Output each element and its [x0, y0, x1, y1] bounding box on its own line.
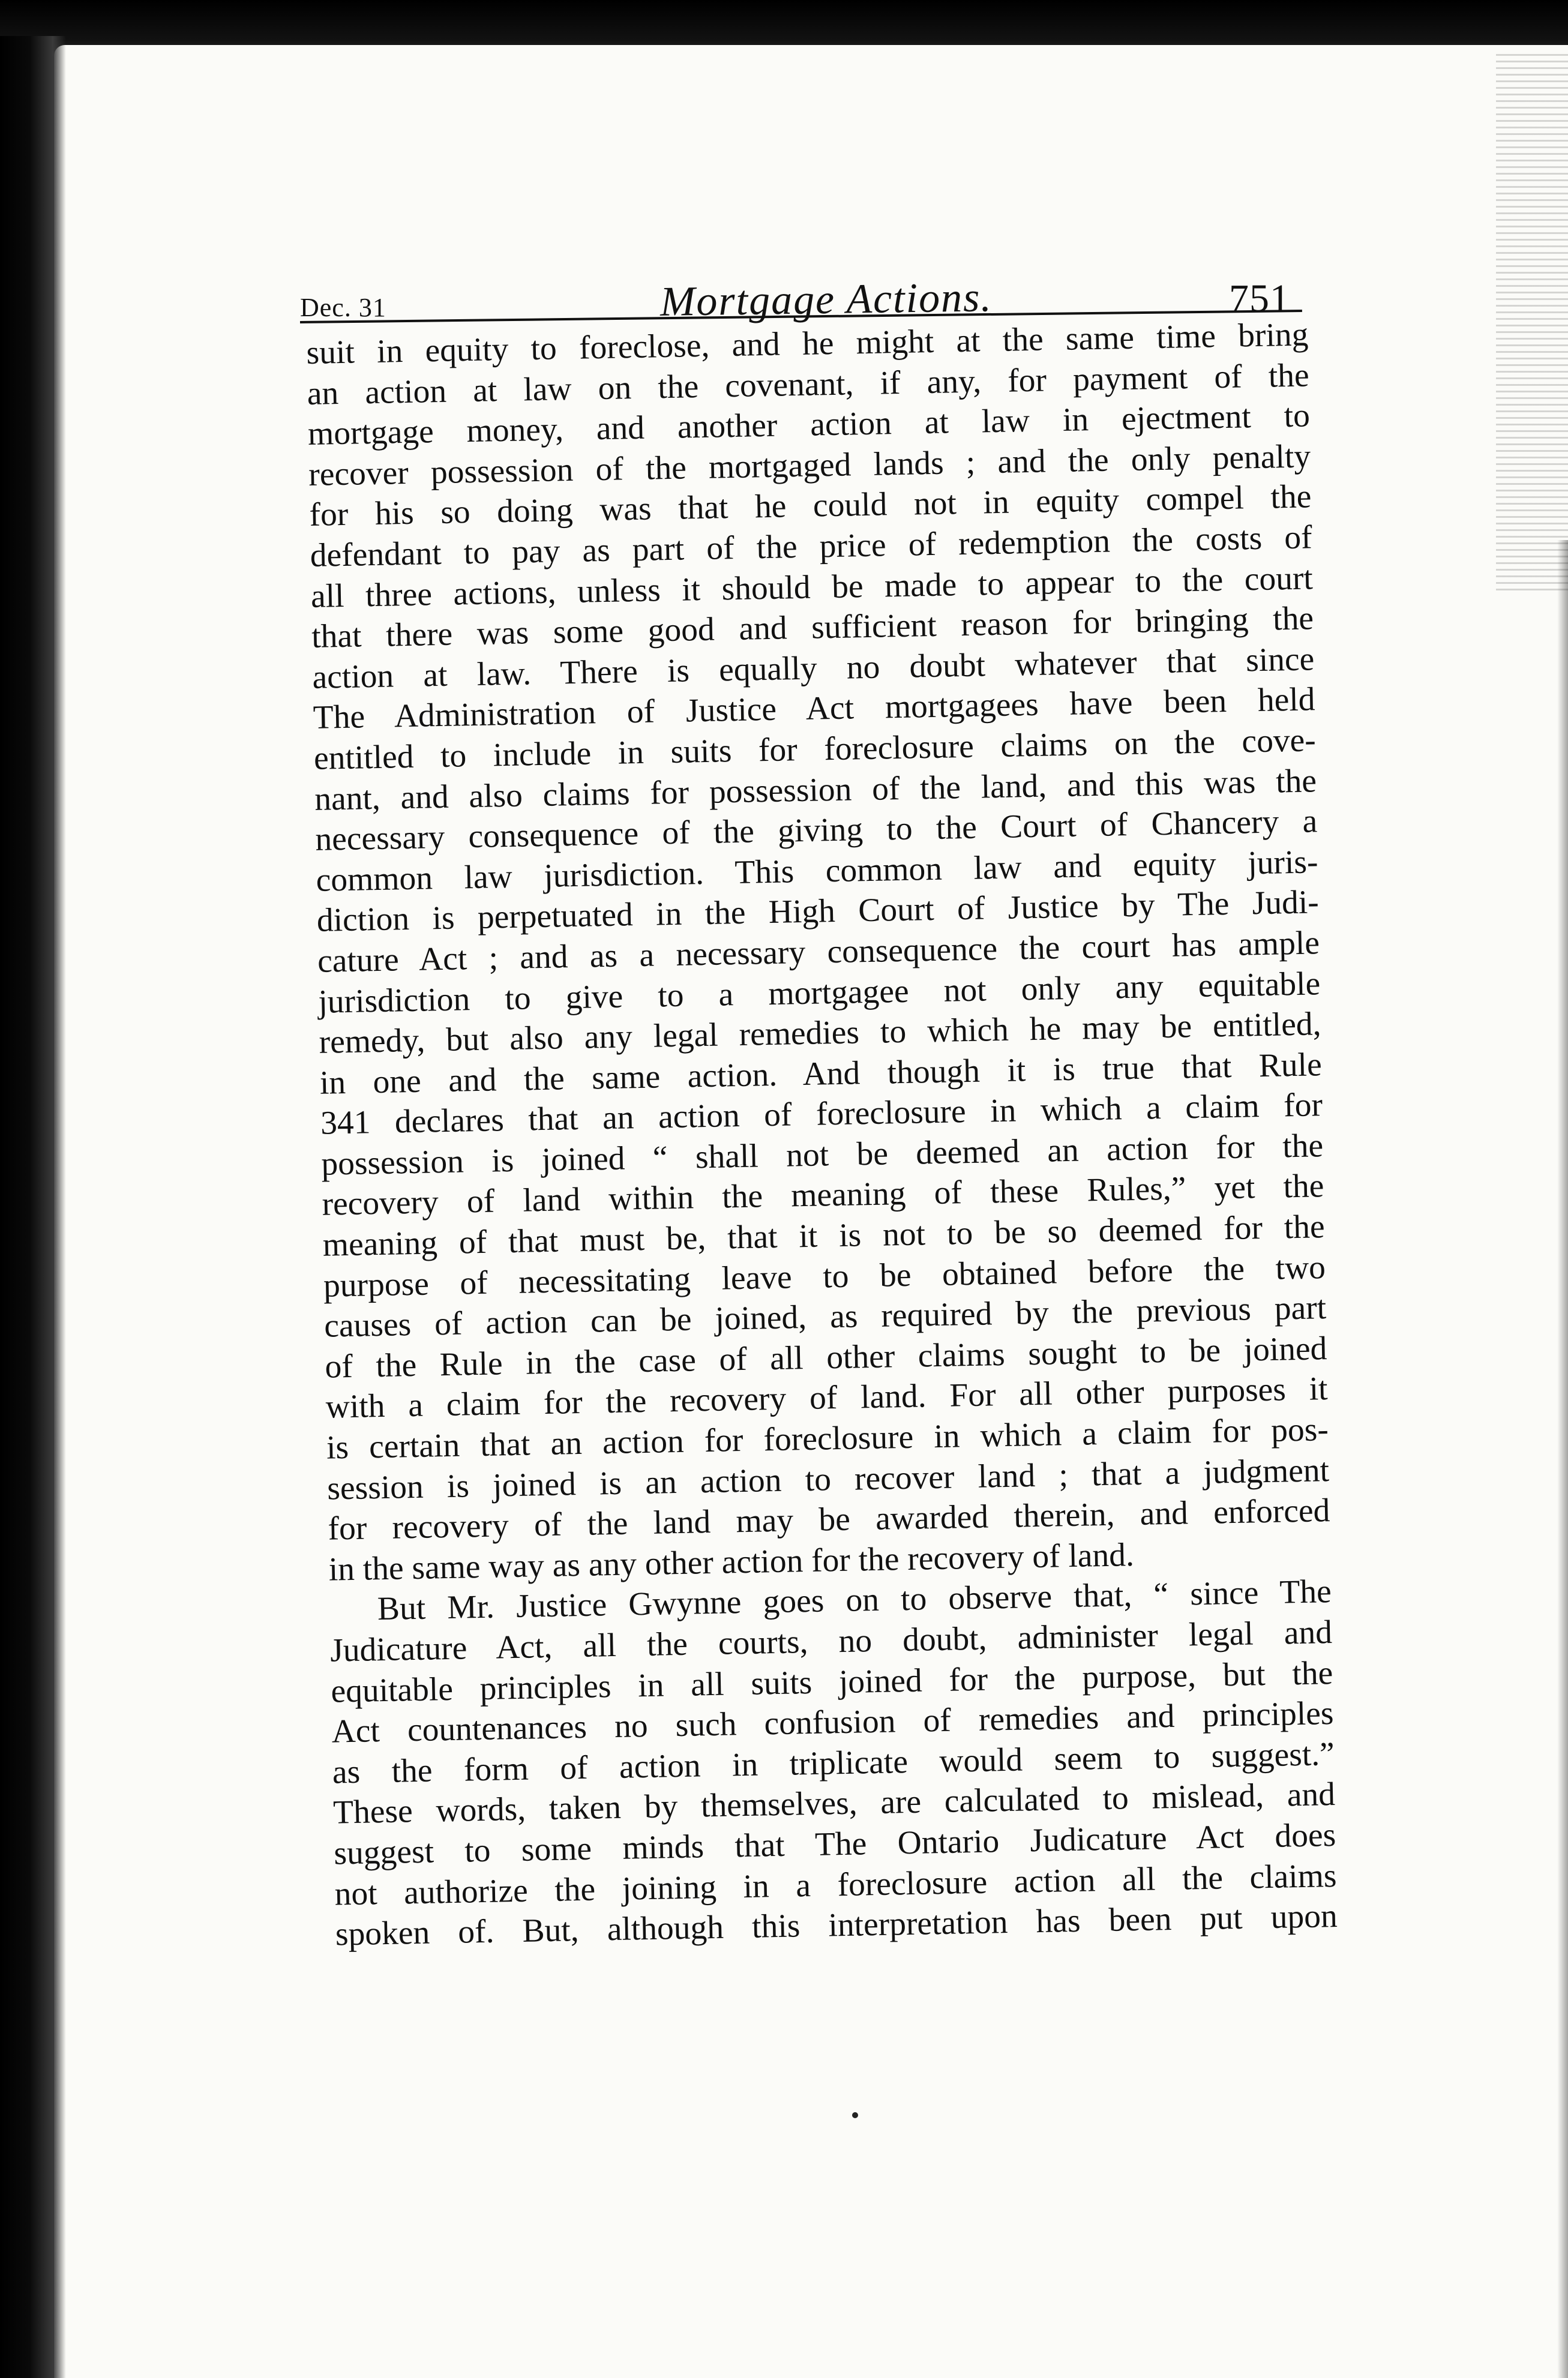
- body-text: [306, 314, 1338, 1955]
- text-line: meaning of that must be, that it is not to be so deemed for the: [322, 1209, 1326, 1264]
- text-line: session is joined is an action to recover land ; that a judgment: [326, 1452, 1330, 1507]
- text-line: in one and the same action. And though it is true that Rule: [319, 1046, 1323, 1102]
- text-line: is certain that an action for foreclosure in which a claim for pos-: [326, 1411, 1329, 1467]
- text-line: not authorize the joining in a foreclosure action all the claims: [334, 1857, 1337, 1913]
- page-speck: [852, 2112, 858, 2118]
- page-edge-noise: [1496, 54, 1568, 594]
- text-line: nant, and also claims for possession of the land, and this was the: [314, 762, 1317, 818]
- text-line: that there was some good and sufficient reason for bringing the: [311, 600, 1314, 656]
- text-line: The Administration of Justice Act mortgagees have been held: [313, 681, 1316, 737]
- text-line: Act countenances no such confusion of remedies and principles: [331, 1695, 1335, 1750]
- text-line: action at law. There is equally no doubt whatever that since: [311, 641, 1315, 696]
- text-line: equitable principles in all suits joined for the purpose, but the: [330, 1654, 1333, 1710]
- text-line: with a claim for the recovery of land. For all other purposes it: [325, 1371, 1329, 1426]
- text-line: recover possession of the mortgaged lands ; and the only penalty: [308, 438, 1311, 493]
- text-line: in the same way as any other action for the recovery of land.: [328, 1536, 1135, 1588]
- header-title: Mortgage Actions.: [659, 274, 993, 325]
- page-edge-shadow: [1557, 540, 1568, 2378]
- page-number: 751: [1229, 277, 1290, 320]
- text-line: necessary consequence of the giving to the Court of Chancery a: [314, 803, 1318, 858]
- text-line: purpose of necessitating leave to be obtained before the two: [323, 1249, 1326, 1305]
- text-line: common law jurisdiction. This common law and equity juris-: [316, 843, 1318, 899]
- text-line: These words, taken by themselves, are calculated to mislead, and: [332, 1776, 1336, 1831]
- book-spine-shadow: [0, 36, 66, 2378]
- text-line: recovery of land within the meaning of these Rules,” yet the: [322, 1168, 1324, 1224]
- text-line: suit in equity to foreclose, and he might at the same time bring: [306, 316, 1309, 371]
- text-line: mortgage money, and another action at law in ejectment to: [307, 397, 1311, 453]
- text-line: suggest to some minds that The Ontario Judicature Act does: [333, 1816, 1336, 1872]
- text-line: causes of action can be joined, as required by the previous part: [323, 1290, 1327, 1345]
- text-line: spoken of. But, although this interpretation has been put upon: [335, 1898, 1338, 1953]
- paragraph-start-line: But Mr. Justice Gwynne goes on to observe that, “ since The: [377, 1573, 1332, 1628]
- text-line: possession is joined “ shall not be deemed an action for the: [320, 1127, 1324, 1183]
- text-line: cature Act ; and as a necessary consequence the court has ample: [317, 925, 1320, 980]
- text-line: Judicature Act, all the courts, no doubt, administer legal and: [329, 1614, 1333, 1669]
- text-line: an action at law on the covenant, if any, for payment of the: [307, 356, 1310, 412]
- text-line: entitled to include in suits for foreclosure claims on the cove-: [313, 722, 1317, 777]
- text-line: jurisdiction to give to a mortgagee not only any equitable: [317, 965, 1321, 1021]
- text-line: for his so doing was that he could not in equity compel the: [309, 478, 1312, 534]
- text-line: all three actions, unless it should be made to appear to the court: [310, 559, 1314, 615]
- header-date: Dec. 31: [300, 293, 386, 322]
- text-line: 341 declares that an action of foreclosure in which a claim for: [320, 1087, 1323, 1142]
- text-line: defendant to pay as part of the price of redemption the costs of: [310, 519, 1313, 574]
- text-line: of the Rule in the case of all other claims sought to be joined: [325, 1330, 1327, 1386]
- text-line: as the form of action in triplicate would seem to suggest.”: [332, 1735, 1335, 1791]
- text-line: remedy, but also any legal remedies to which he may be entitled,: [319, 1006, 1321, 1061]
- text-line: for recovery of the land may be awarded therein, and enforced: [327, 1492, 1330, 1548]
- text-line: diction is perpetuated in the High Court of Justice by The Judi-: [316, 884, 1320, 940]
